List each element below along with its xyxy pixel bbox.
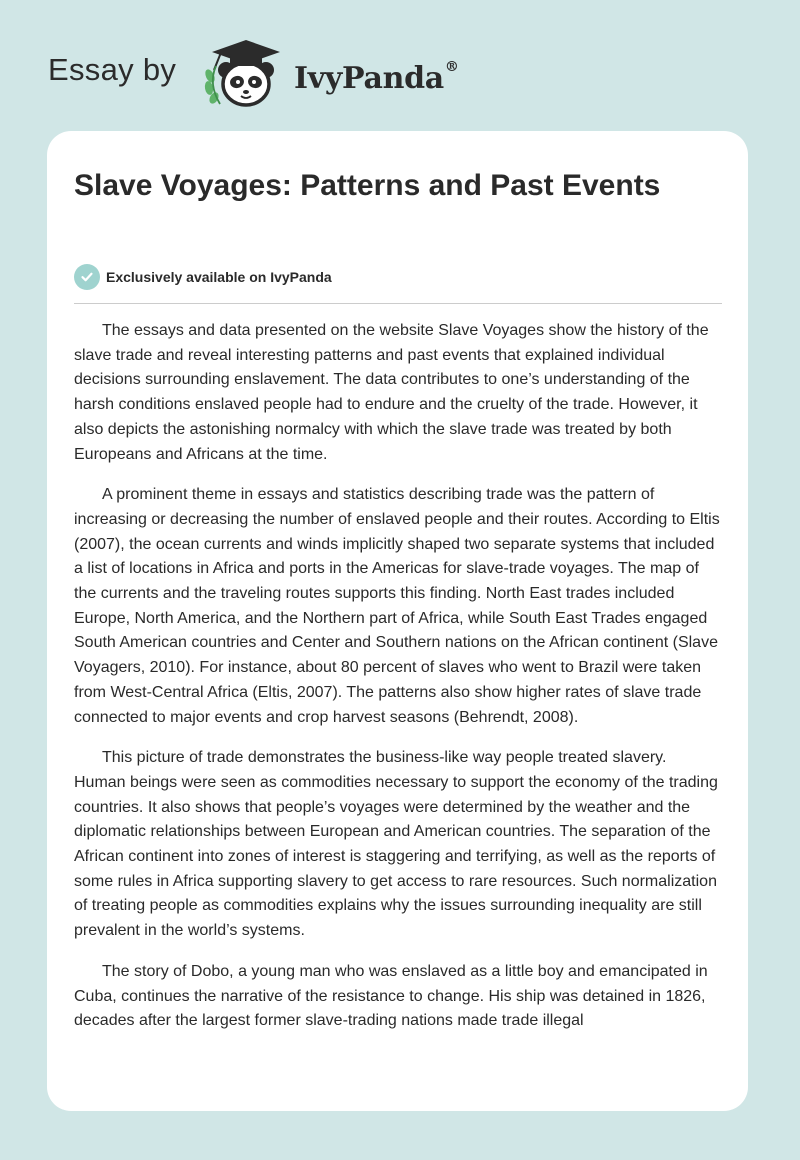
exclusive-badge — [74, 264, 332, 290]
essay-by-label: Essay by — [48, 52, 177, 87]
essay-paragraph: This picture of trade demonstrates the business-like way people treated slavery. Human beings were seen as commodities necessary to support the economy of the trading countries. It also shows that people’s voyages were determined by the weather and the diplomatic relationships between European and American countries. The separation of the African continent into zones of interest is staggering and terrifying, as well as the reports of some rules in Africa supporting slavery to get access to rare resources. Such normalization of treating people as commodities explains why the issues surrounding inequality are still prevalent in the world’s systems. — [74, 749, 718, 940]
essay-paragraph: The story of Dobo, a young man who was enslaved as a little boy and emancipated in Cuba, continues the narrative of the resistance to change. His ship was detained in 1826, decades after the largest former slave-trading nations made trade illegal — [74, 962, 708, 1030]
essay-title: Slave Voyages: Patterns and Past Events — [74, 169, 661, 202]
essay-body — [74, 319, 722, 1050]
brand-logo-text[interactable] — [294, 53, 459, 99]
title-divider — [74, 303, 722, 304]
essay-paragraph: A prominent theme in essays and statistics describing trade was the pattern of increasing or decreasing the number of enslaved people and their routes. According to Eltis (2007), the ocean currents and winds implicitly shaped two separate systems that included a list of locations in Africa and ports in the Americas for slave-trade voyages. The map of the currents and the traveling routes supports this finding. North East trades included Europe, North America, and the Northern part of Africa, while South East Trades engaged South American countries and Center and Southern nations on the African continent (Slave Voyagers, 2010). For instance, about 80 percent of slaves who went to Brazil were taken from West-Central Africa (Eltis, 2007). The patterns also show higher rates of slave trade connected to major events and crop harvest seasons (Behrendt, 2008). — [74, 486, 720, 726]
exclusive-label: Exclusively available on IvyPanda — [106, 269, 332, 285]
registered-mark: ® — [444, 59, 459, 75]
essay-paragraph: The essays and data presented on the website Slave Voyages show the history of the slave trade and reveal interesting patterns and past events that explained individual decisions surrounding enslavement. The data contributes to one’s understanding of the harsh conditions enslaved people had to endure and the cruelty of the trade. However, it also depicts the astonishing normalcy with which the slave trade was treated by both Europeans and Africans at the time. — [74, 322, 709, 463]
brand-name: IvyPanda — [294, 61, 444, 96]
panda-graduate-icon[interactable] — [200, 36, 292, 110]
site-header — [0, 0, 800, 130]
check-icon — [74, 264, 100, 290]
essay-card — [47, 131, 748, 1111]
